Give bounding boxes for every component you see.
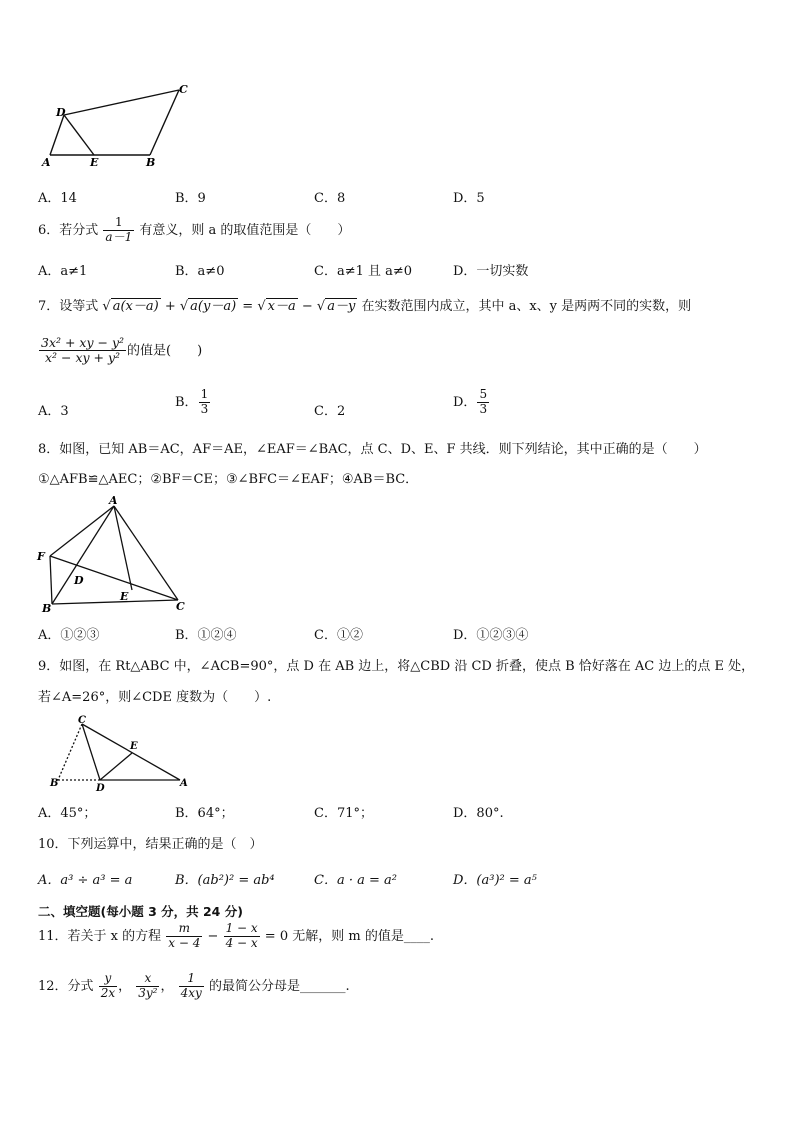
label-B: B <box>146 156 156 169</box>
label-E: E <box>130 741 138 752</box>
q7-option-a[interactable]: A．3 <box>38 404 69 419</box>
q8-option-c[interactable]: C．①② <box>314 628 363 643</box>
label-A: A <box>180 778 188 789</box>
label-C: C <box>78 715 86 726</box>
q10-option-d[interactable]: D．(a³)² = a⁵ <box>453 873 537 888</box>
label-C: C <box>176 600 185 613</box>
label-E: E <box>120 590 129 603</box>
question-9-line1: 9．如图，在 Rt△ABC 中，∠ACB=90°，点 D 在 AB 边上，将△CBD 沿 CD 折叠，使点 B 恰好落在 AC 边上的点 E 处， <box>38 659 755 674</box>
label-B: B <box>42 602 52 615</box>
label-F: F <box>37 550 45 563</box>
figure-parallelogram <box>34 78 204 170</box>
question-12: 12．分式 $\frac{y}{2x}$ ， $\frac{x}{\text{3y²}}$ ， $\frac{1}{4xy}$ 的最简公分母是_______. <box>38 971 350 1000</box>
q6-option-c[interactable]: C．a≠1 且 a≠0 <box>314 264 413 279</box>
label-E: E <box>90 156 99 169</box>
q8-option-d[interactable]: D．①②③④ <box>453 628 529 643</box>
question-9-line2: 若∠A=26°，则∠CDE 度数为（ ）. <box>38 690 272 705</box>
q9-option-c[interactable]: C．71°； <box>314 806 373 821</box>
q6-option-d[interactable]: D．一切实数 <box>453 264 529 279</box>
q8-option-b[interactable]: B．①②④ <box>175 628 237 643</box>
q9-option-d[interactable]: D．80°. <box>453 806 504 821</box>
q10-option-a[interactable]: A．a³ ÷ a³ = a <box>38 873 133 888</box>
label-A: A <box>42 156 51 169</box>
question-6: 6．若分式 $\frac{1}{a-1}$ 有意义，则 a 的取值范围是（ ） <box>38 215 351 244</box>
question-11: 11．若关于 x 的方程 $\frac{m}{x - 4}$ − $\frac{1 - x}{4 - x}$ = 0 无解，则 m 的值是____. <box>38 921 434 950</box>
question-8-line2: ①△AFB≌△AEC；②BF＝CE；③∠BFC＝∠EAF；④AB＝BC． <box>38 472 419 487</box>
q7-option-c[interactable]: C．2 <box>314 404 346 419</box>
q5-option-c[interactable]: C．8 <box>314 191 346 206</box>
label-D: D <box>96 783 105 794</box>
q7-option-b[interactable]: B． $\frac{1}{3}$ <box>175 387 209 416</box>
q9-option-a[interactable]: A．45°； <box>38 806 97 821</box>
q10-option-b[interactable]: B．(ab²)² = ab⁴ <box>175 873 275 888</box>
q5-option-d[interactable]: D．5 <box>453 191 485 206</box>
label-B: B <box>50 778 59 789</box>
q6-option-b[interactable]: B．a≠0 <box>175 264 225 279</box>
q8-option-a[interactable]: A．①②③ <box>38 628 100 643</box>
label-D: D <box>74 574 84 587</box>
figure-fold-q9 <box>44 712 194 794</box>
question-7-line1: 7．设等式 √ a(x－a) + √ a(y－a) = √ x－a − √ a－y 在实数范围内成立，其中 a、x、y 是两两不同的实数，则 <box>38 299 692 314</box>
q6-option-a[interactable]: A．a≠1 <box>38 264 88 279</box>
q7-option-d[interactable]: D． $\frac{5}{3}$ <box>453 387 488 416</box>
label-D: D <box>56 106 66 119</box>
section-heading: 二、填空题(每小题 3 分，共 24 分) <box>38 904 243 919</box>
q5-option-a[interactable]: A．14 <box>38 191 77 206</box>
q6-fraction: $\frac{1}{a-1}$ <box>105 215 133 244</box>
question-7-line2: $\frac{\text{3x² + xy − y²}}{\text{x² − xy + y²}}$ 的值是( ) <box>41 335 203 366</box>
question-8-line1: 8．如图，已知 AB＝AC，AF＝AE，∠EAF＝∠BAC，点 C、D、E、F 共线．则下列结论，其中正确的是（ ） <box>38 442 707 457</box>
q7-fraction: $\frac{\text{3x² + xy − y²}}{\text{x² − xy + y²}}$ <box>41 335 125 366</box>
label-C: C <box>179 83 188 96</box>
label-A: A <box>109 494 118 507</box>
q9-option-b[interactable]: B．64°； <box>175 806 234 821</box>
q10-option-c[interactable]: C．a · a = a² <box>314 873 397 888</box>
figure-triangles-q8 <box>32 492 192 616</box>
q5-option-b[interactable]: B．9 <box>175 191 206 206</box>
question-10: 10．下列运算中，结果正确的是（ ） <box>38 837 263 852</box>
